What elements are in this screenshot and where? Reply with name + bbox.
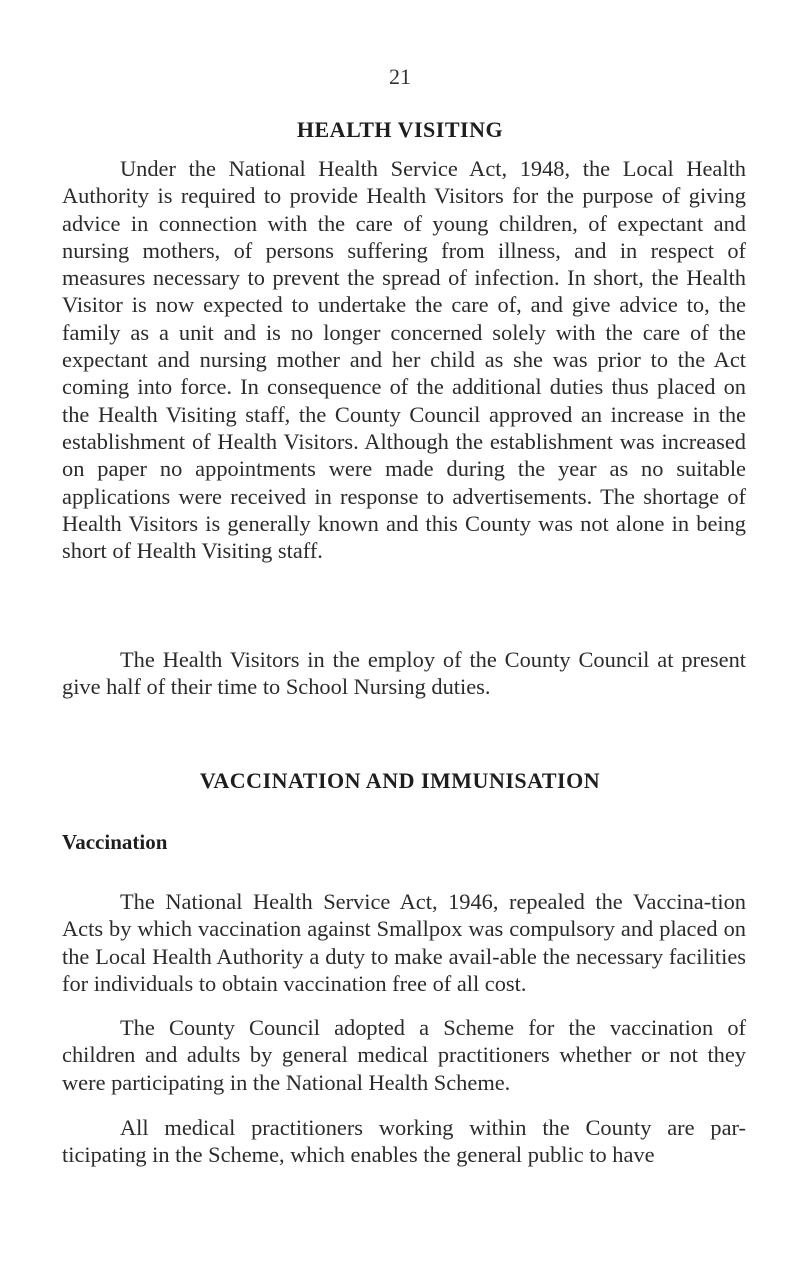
subheading-vaccination: Vaccination [62,830,168,854]
section-heading-health-visiting: HEALTH VISITING [296,117,504,142]
paragraph-health-visiting-2: The Health Visitors in the employ of the County Council at present give half of their time to School Nursing duties. [62,647,746,700]
section-heading-vaccination-immunisation: VACCINATION AND IMMUNISATION [199,768,601,793]
page-number: 21 [389,64,411,89]
paragraph-vaccination-1: The National Health Service Act, 1946, repealed the Vaccina-tion Acts by which vaccination against Smallpox was compulsory and placed on the Local Health Authority a duty to make avail-able the necessary facilities for individuals to obtain vaccination free of all cost. [62,889,746,996]
paragraph-vaccination-3: All medical practitioners working within the County are par-ticipating in the Scheme, which enables the general public to have [62,1115,746,1168]
paragraph-health-visiting-1: Under the National Health Service Act, 1948, the Local Health Authority is required to provide Health Visitors for the purpose of giving advice in connection with the care of young children, of expectant and nursing mothers, of persons suffering from illness, and in respect of measures necessary to prevent the spread of infection. In short, the Health Visitor is now expected to undertake the care of, and give advice to, the family as a unit and is no longer concerned solely with the care of the expectant and nursing mother and her child as she was prior to the Act coming into force. In consequence of the additional duties thus placed on the Health Visiting staff, the County Council approved an increase in the establishment of Health Visitors. Although the establishment was increased on paper no appointments were made during the year as no suitable applications were received in response to advertisements. The shortage of Health Visitors is generally known and this County was not alone in being short of Health Visiting staff. [62,156,746,564]
paragraph-vaccination-2: The County Council adopted a Scheme for the vaccination of children and adults by general medical practitioners whether or not they were participating in the National Health Scheme. [62,1015,746,1095]
